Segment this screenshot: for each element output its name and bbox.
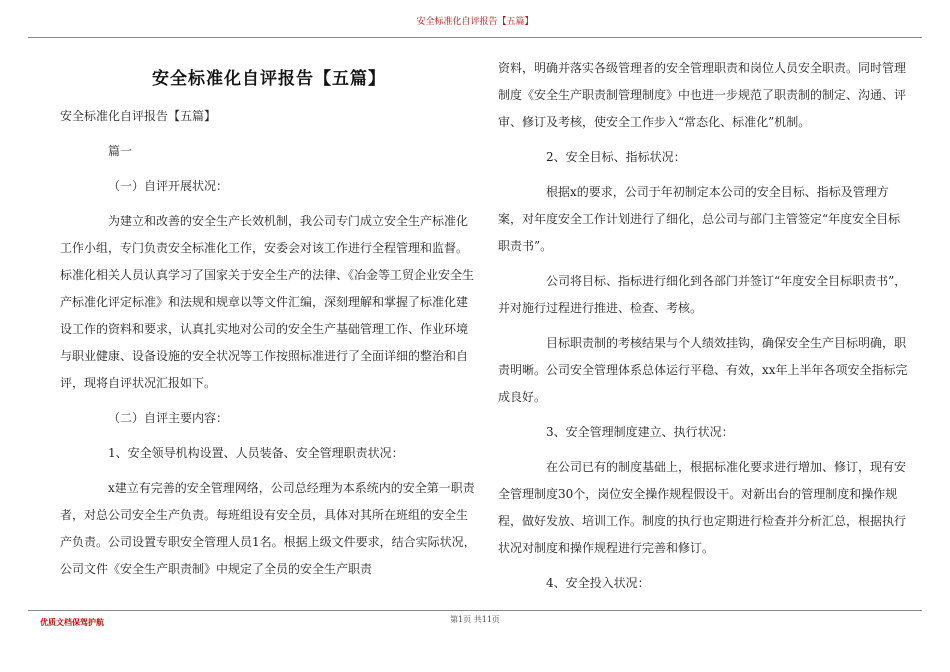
paragraph: （二）自评主要内容： <box>108 411 229 425</box>
paragraph: 资料，明确并落实各级管理者的安全管理职责和岗位人员安全职责。同时管理制度《安全生产职责制管理制度》中也进一步规范了职责制的制定、沟通、评审、修订及考核，使安全工作步入“常态化、标准化”机制。 <box>498 61 907 129</box>
right-paragraphs <box>498 55 910 597</box>
paragraph: 根据x的要求，公司于年初制定本公司的安全目标、指标及管理方案，对年度安全工作计划进行了细化，总公司与部门主管签定“年度安全目标职责书”。 <box>498 185 901 253</box>
paragraph: 1、安全领导机构设置、人员装备、安全管理职责状况： <box>108 446 404 460</box>
paragraph: 4、安全投入状况： <box>546 576 650 590</box>
right-column <box>498 55 910 597</box>
paragraph: 目标职责制的考核结果与个人绩效挂钩，确保安全生产目标明确，职责明晰。公司安全管理体系总体运行平稳、有效，xx年上半年各项安全指标完成良好。 <box>498 336 908 404</box>
paragraph: x建立有完善的安全管理网络，公司总经理为本系统内的安全第一职责者，对总公司安全生产负责。每班组设有安全员，具体对其所在班组的安全生产负责。公司设置专职安全管理人员1名。根据上级文件要求，结合实际状况，公司文件《安全生产职责制》中规定了全员的安全生产职责 <box>60 481 476 576</box>
paragraph: 公司将目标、指标进行细化到各部门并签订“年度安全目标职责书”，并对施行过程进行推进、检查、考核。 <box>498 274 907 315</box>
footer-divider <box>28 610 922 611</box>
paragraph: 为建立和改善的安全生产长效机制，我公司专门成立安全生产标准化工作小组，专门负责安全标准化工作，安委会对该工作进行全程管理和监督。标准化相关人员认真学习了国家关于安全生产的法律、《冶金等工贸企业安全生产标准化评定标准》和法规和规章以等文件汇编，深刻理解和掌握了标准化建设工作的资料和要求，认真扎实地对公司的安全生产基础管理工作、作业环境与职业健康、设备设施的安全状况等工作按照标准进行了全面详细的整治和自评，现将自评状况汇报如下。 <box>60 214 475 390</box>
paragraph: 安全标准化自评报告【五篇】 <box>60 109 217 123</box>
left-paragraphs <box>60 103 478 583</box>
page-number: 第1页 共11页 <box>450 615 500 624</box>
footer-slogan: 优质文档保驾护航 <box>40 617 104 627</box>
document-title: 安全标准化自评报告【五篇】 <box>152 69 386 89</box>
left-column <box>60 62 478 583</box>
paragraph: （一）自评开展状况： <box>108 179 229 193</box>
paragraph: 3、安全管理制度建立、执行状况： <box>546 425 734 439</box>
header-divider <box>28 37 922 38</box>
paragraph: 在公司已有的制度基础上，根据标准化要求进行增加、修订，现有安全管理制度30个，岗位安全操作规程假设干。对新出台的管理制度和操作规程，做好发放、培训工作。制度的执行也定期进行检查并分析汇总，根据执行状况对制度和操作规程进行完善和修订。 <box>498 460 907 555</box>
paragraph: 2、安全目标、指标状况： <box>546 150 686 164</box>
paragraph: 篇一 <box>108 144 133 158</box>
page-header: 安全标准化自评报告【五篇】 <box>416 17 534 27</box>
